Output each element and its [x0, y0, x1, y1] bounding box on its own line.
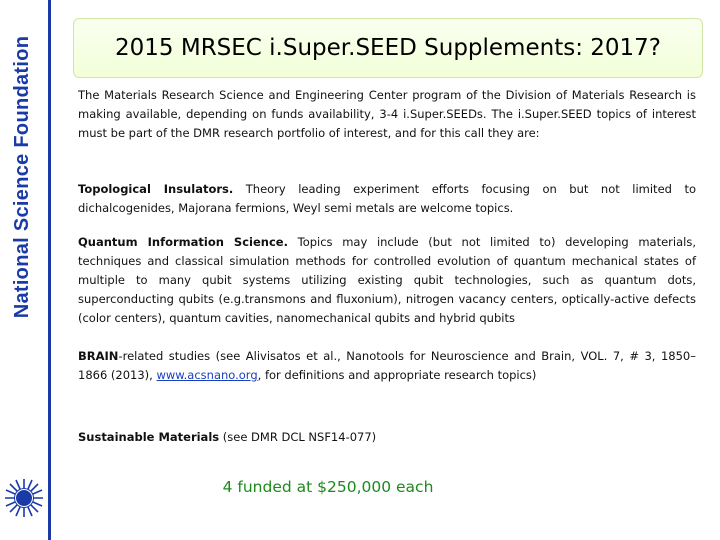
- topic-heading: Topological Insulators.: [78, 182, 234, 196]
- organization-title: National Science Foundation: [11, 35, 33, 319]
- nsf-logo-icon: [4, 478, 44, 518]
- intro-paragraph: The Materials Research Science and Engineering Center program of the Division of Materials Research is making available, depending on funds availability, 3-4 i.Super.SEEDs. The i.Super.SEED topics of interest must be part of the DMR research portfolio of interest, and for this call they are:: [78, 88, 696, 140]
- topic-text: (see DMR DCL NSF14-077): [219, 430, 377, 444]
- topic-text: -related studies (see Alivisatos et al., Nanotools for Neuroscience and Brain, VOL. 7, # 3, 1850–1866 (2013),: [78, 349, 696, 382]
- topic-quantum-information: [78, 233, 696, 328]
- topic-topological-insulators: [78, 180, 696, 218]
- slide-title: 2015 MRSEC i.Super.SEED Supplements: 2017?: [115, 35, 661, 61]
- acsnano-link[interactable]: www.acsnano.org: [156, 368, 258, 382]
- topic-brain: [78, 347, 696, 385]
- topic-text: Theory leading experiment efforts focusing on but not limited to dichalcogenides, Majorana fermions, Weyl semi metals are welcome topics.: [78, 182, 696, 215]
- topic-heading: BRAIN: [78, 349, 119, 363]
- topic-heading: Sustainable Materials: [78, 430, 220, 444]
- topic-sustainable-materials: [78, 428, 696, 447]
- sidebar: [0, 0, 48, 540]
- divider-line: [48, 0, 51, 540]
- topic-text: Topics may include (but not limited to) developing materials, techniques and classical simulation methods for controlled evolution of quantum mechanical states of multiple to many qubit systems utilizing existing qubit technologies, such as quantum dots, superconducting qubits (e.g.transmons and fluxonium), nitrogen vacancy centers, optically-active defects (color centers), quantum cavities, nanomechanical qubits and hybrid qubits: [78, 235, 696, 325]
- funding-note: 4 funded at $250,000 each: [222, 478, 434, 496]
- title-banner: [73, 18, 703, 78]
- topic-text-after: , for definitions and appropriate research topics): [257, 368, 537, 382]
- topic-heading: Quantum Information Science.: [78, 235, 288, 249]
